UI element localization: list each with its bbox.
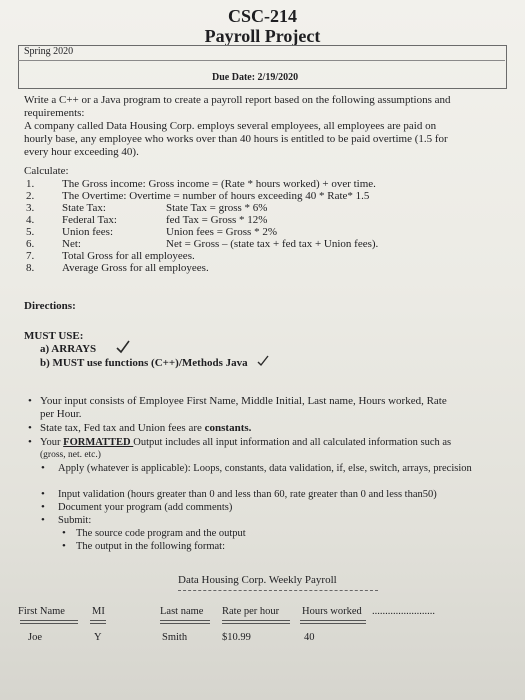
calc-label: Total Gross for all employees. [62,250,195,262]
table-title: Data Housing Corp. Weekly Payroll [178,574,337,586]
calc-num: 5. [26,226,35,238]
sub-submit-source: The source code program and the output [76,528,246,539]
table-cell-first-name: Joe [28,632,42,643]
must-use-heading: MUST USE: [24,330,84,342]
bullet-output-pre: Your [40,437,64,448]
header-divider [18,60,505,61]
bullet-icon: • [41,462,45,474]
must-use-arrays: a) ARRAYS [40,343,97,355]
header-rule [90,620,106,621]
calc-num: 7. [26,250,35,262]
bullet-constants [40,422,251,435]
bullet-output-line-2: (gross, net. etc.) [40,450,101,460]
bullet-output-formatted: FORMATTED [63,437,134,448]
bullet-icon: • [28,395,32,407]
must-use-functions: b) MUST use functions (C++)/Methods Java [40,357,248,369]
header-rule [300,620,366,621]
due-date: Due Date: 2/19/2020 [212,72,299,83]
bullet-output [40,436,451,449]
calc-formula: Net = Gross – (state tax + fed tax + Union fees). [166,238,379,250]
intro-line-3: A company called Data Housing Corp. employs several employees, all employees are paid on [24,120,437,132]
sub-document: Document your program (add comments) [58,502,233,513]
term-label: Spring 2020 [24,46,74,57]
project-title: Payroll Project [204,26,321,46]
calc-num: 4. [26,214,35,226]
table-header-more: ........................ [372,606,435,617]
sub-submit: Submit: [58,515,92,526]
course-title: CSC-214 [227,6,297,26]
intro-line-5: every hour exceeding 40). [24,146,139,158]
header-rule [90,623,106,624]
header-rule [20,620,78,621]
header-rule [160,623,210,624]
intro-line-2: requirements: [24,107,85,119]
calc-num: 8. [26,262,35,274]
table-cell-rate: $10.99 [222,632,251,643]
bullet-input-line-1: Your input consists of Employee First Name, Middle Initial, Last name, Hours worked, Rate [40,395,447,407]
directions-heading: Directions: [24,300,76,312]
table-cell-mi: Y [94,632,102,643]
table-header-last-name: Last name [160,606,204,617]
intro-line-1: Write a C++ or a Java program to create a payroll report based on the following assumptions and [24,94,451,106]
bullet-icon: • [62,527,66,539]
header-rule [222,623,290,624]
calc-num: 6. [26,238,35,250]
bullet-icon: • [41,501,45,513]
calc-label: The Overtime: Overtime = number of hours exceeding 40 * Rate* 1.5 [62,190,370,202]
checkmark-icon [256,355,270,367]
calc-label: Net: [62,238,81,250]
calc-label: Union fees: [62,226,114,238]
header-rule [20,623,78,624]
checkmark-icon [115,340,131,354]
intro-line-4: hourly base, any employee who works over than 40 hours is entitled to be paid overtime (1.5 for [24,133,448,145]
bullet-icon: • [28,436,32,448]
sub-validation: Input validation (hours greater than 0 and less than 60, rate greater than 0 and less than50) [58,489,437,500]
calc-label: Federal Tax: [62,214,117,226]
sub-apply: Apply (whatever is applicable): Loops, constants, data validation, if, else, switch, arrays, precision [58,463,472,474]
calculate-heading: Calculate: [24,165,69,177]
header-rule [300,623,366,624]
calc-label: State Tax: [62,202,106,214]
table-header-mi: MI [92,606,105,617]
bullet-icon: • [41,514,45,526]
bullet-icon: • [41,488,45,500]
table-cell-hours: 40 [304,632,315,643]
calc-num: 2. [26,190,35,202]
bullet-constants-bold: constants. [204,422,252,434]
calc-formula: fed Tax = Gross * 12% [166,214,268,226]
calc-num: 1. [26,178,35,190]
calc-num: 3. [26,202,35,214]
sub-submit-format: The output in the following format: [76,541,226,552]
header-rule [222,620,290,621]
bullet-input-line-2: per Hour. [40,408,82,420]
bullet-icon: • [28,422,32,434]
calc-label: Average Gross for all employees. [62,262,209,274]
calc-formula: State Tax = gross * 6% [166,202,268,214]
table-title-underline [178,590,378,591]
bullet-icon: • [62,540,66,552]
calc-label: The Gross income: Gross income = (Rate * hours worked) + over time. [62,178,376,190]
table-header-first-name: First Name [18,606,65,617]
header-rule [160,620,210,621]
calc-formula: Union fees = Gross * 2% [166,226,277,238]
table-header-rate: Rate per hour [222,606,280,617]
bullet-constants-text: State tax, Fed tax and Union fees are [40,422,205,434]
table-cell-last-name: Smith [162,632,188,643]
bullet-output-post: Output includes all input information and all calculated information such as [133,437,452,448]
table-header-hours: Hours worked [302,606,362,617]
